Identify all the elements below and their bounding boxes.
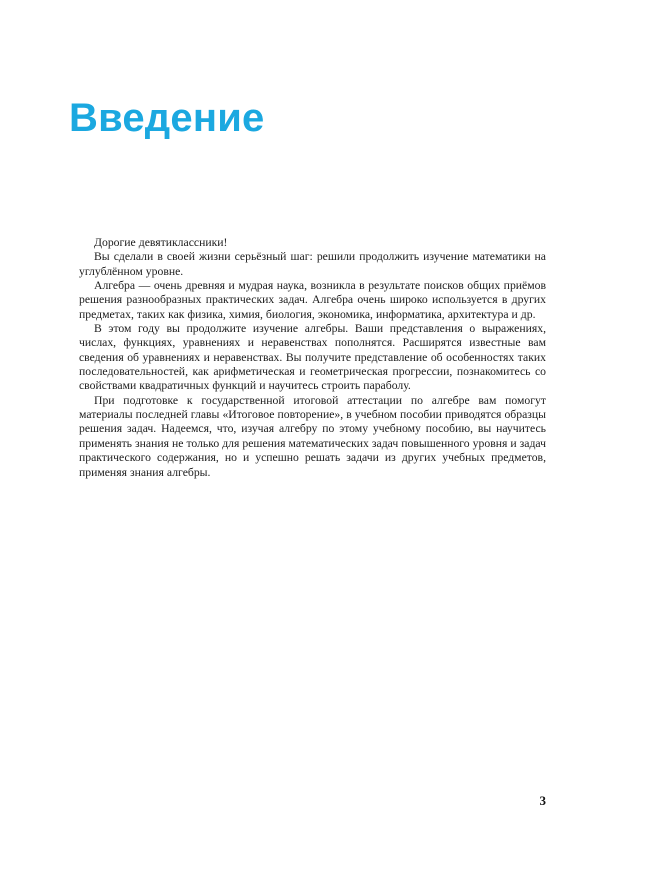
paragraph-greeting: Дорогие девятиклассники! [94, 236, 228, 249]
body-text-block [79, 236, 546, 480]
paragraph-4: При подготовке к государственной итоговой аттестации по алгебре вам помогут материалы последней главы «Итоговое повторение», в учебном пособии приводятся образцы решения задач. Надеемся, что, изучая алгебру по этому учебному пособию, вы научитесь применять знания не только для решения математических задач повышенного уровня и задач практического содержания, но и успешно решать задачи из других учебных предметов, применяя знания алгебры. [79, 393, 546, 479]
paragraph-3: В этом году вы продолжите изучение алгебры. Ваши представления о выражениях, числах, функциях, уравнениях и неравенствах пополнятся. Расширятся известные вам сведения об уравнениях и неравенствах. Вы получите представление об особенностях таких последовательностей, как арифметическая и геометрическая прогрессии, познакомитесь со свойствами квадратичных функций и научитесь строить параболу. [79, 322, 546, 393]
page-number: 3 [539, 793, 546, 808]
paragraph-2: Алгебра — очень древняя и мудрая наука, возникла в результате поисков общих приёмов решения разнообразных практических задач. Алгебра очень широко используется в других предметах, таких как физика, химия, биология, экономика, информатика, архитектура и др. [79, 279, 546, 321]
paragraph-1: Вы сделали в своей жизни серьёзный шаг: решили продолжить изучение математики на углублённом уровне. [79, 250, 546, 278]
page-title: Введение [69, 95, 265, 140]
